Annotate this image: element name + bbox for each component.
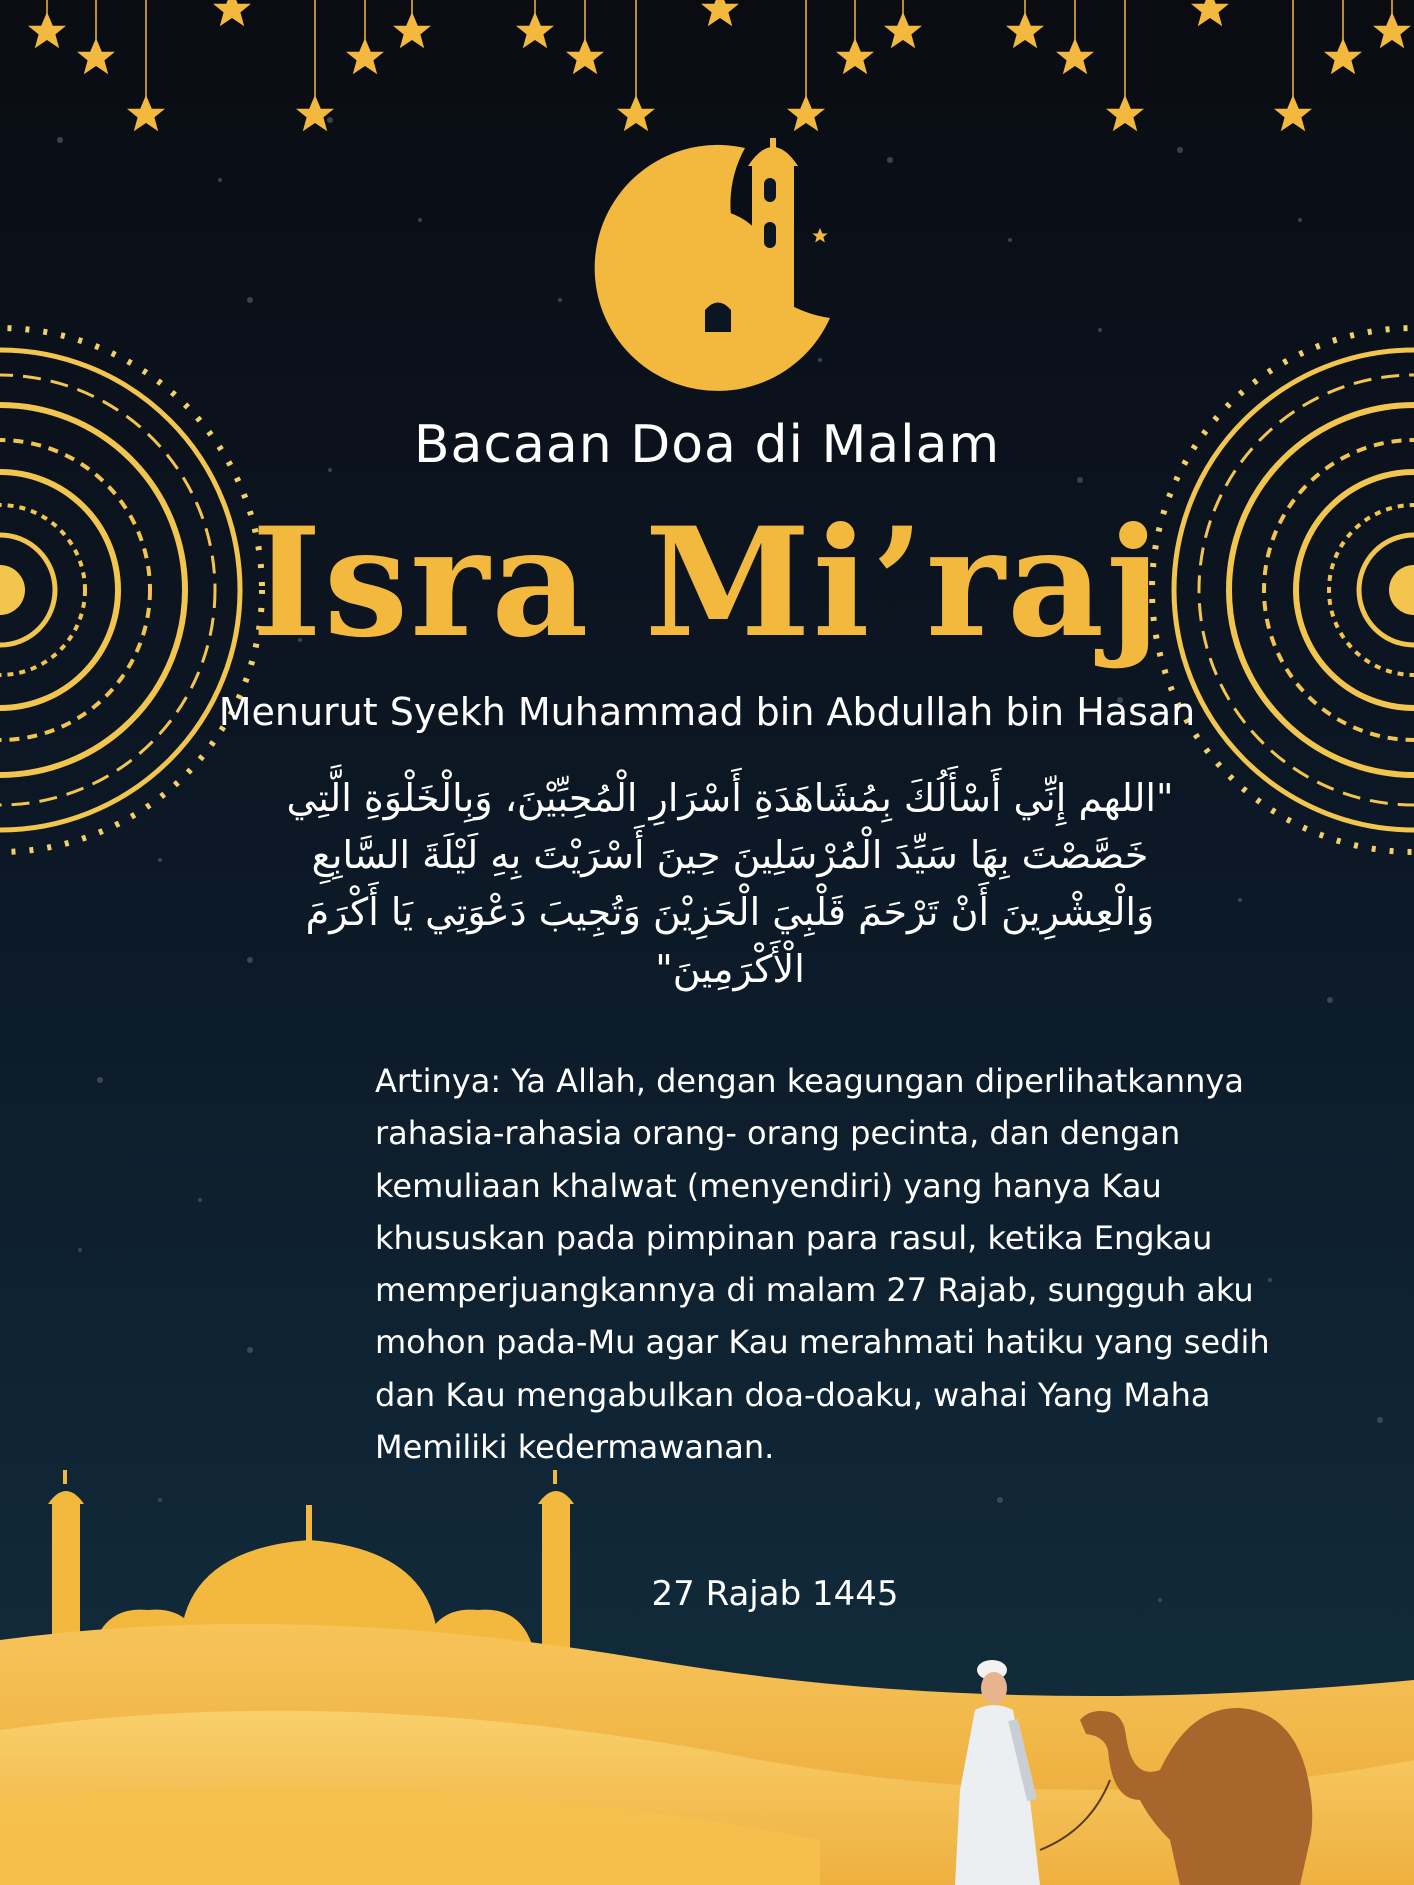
page-title: Isra Mi’raj	[251, 495, 1163, 671]
heading: Bacaan Doa di Malam	[413, 415, 1001, 475]
prayer-arabic: "اللهم إِنِّي أَسْأَلُكَ بِمُشَاهَدَةِ أَسْرَارِ الْمُحِبِّيْنَ، وَبِالْخَلْوَةِ الَّتِي خَصَّصْتَ بِهَا سَيِّدَ الْمُرْسَلِينَ حِينَ أَسْرَيْتَ بِهِ لَيْلَةَ السَّابِعِ وَالْعِشْرِينَ أَنْ تَرْحَمَ قَلْبِيَ الْحَزِيْنَ وَتُجِيبَ دَعْوَتِي يَا أَكْرَمَ الْأَكْرَمِينَ"	[286, 776, 1174, 991]
hanging-star-icon	[28, 0, 1411, 131]
date-label: 27 Rajab 1445	[651, 1574, 899, 1614]
attribution: Menurut Syekh Muhammad bin Abdullah bin Hasan	[218, 690, 1196, 734]
crescent-mosque-icon	[595, 138, 830, 391]
translation: Artinya: Ya Allah, dengan keagungan diperlihatkannya rahasia-rahasia orang- orang pecinta, dan dengan kemuliaan khalwat (menyendiri) yang hanya Kau khususkan pada pimpinan para rasul, ketika Engkau memperjuangkannya di malam 27 Rajab, sungguh aku mohon pada-Mu agar Kau merahmati hatiku yang sedih dan Kau mengabulkan doa-doaku, wahai Yang Maha Memiliki kedermawanan.	[375, 1062, 1270, 1467]
